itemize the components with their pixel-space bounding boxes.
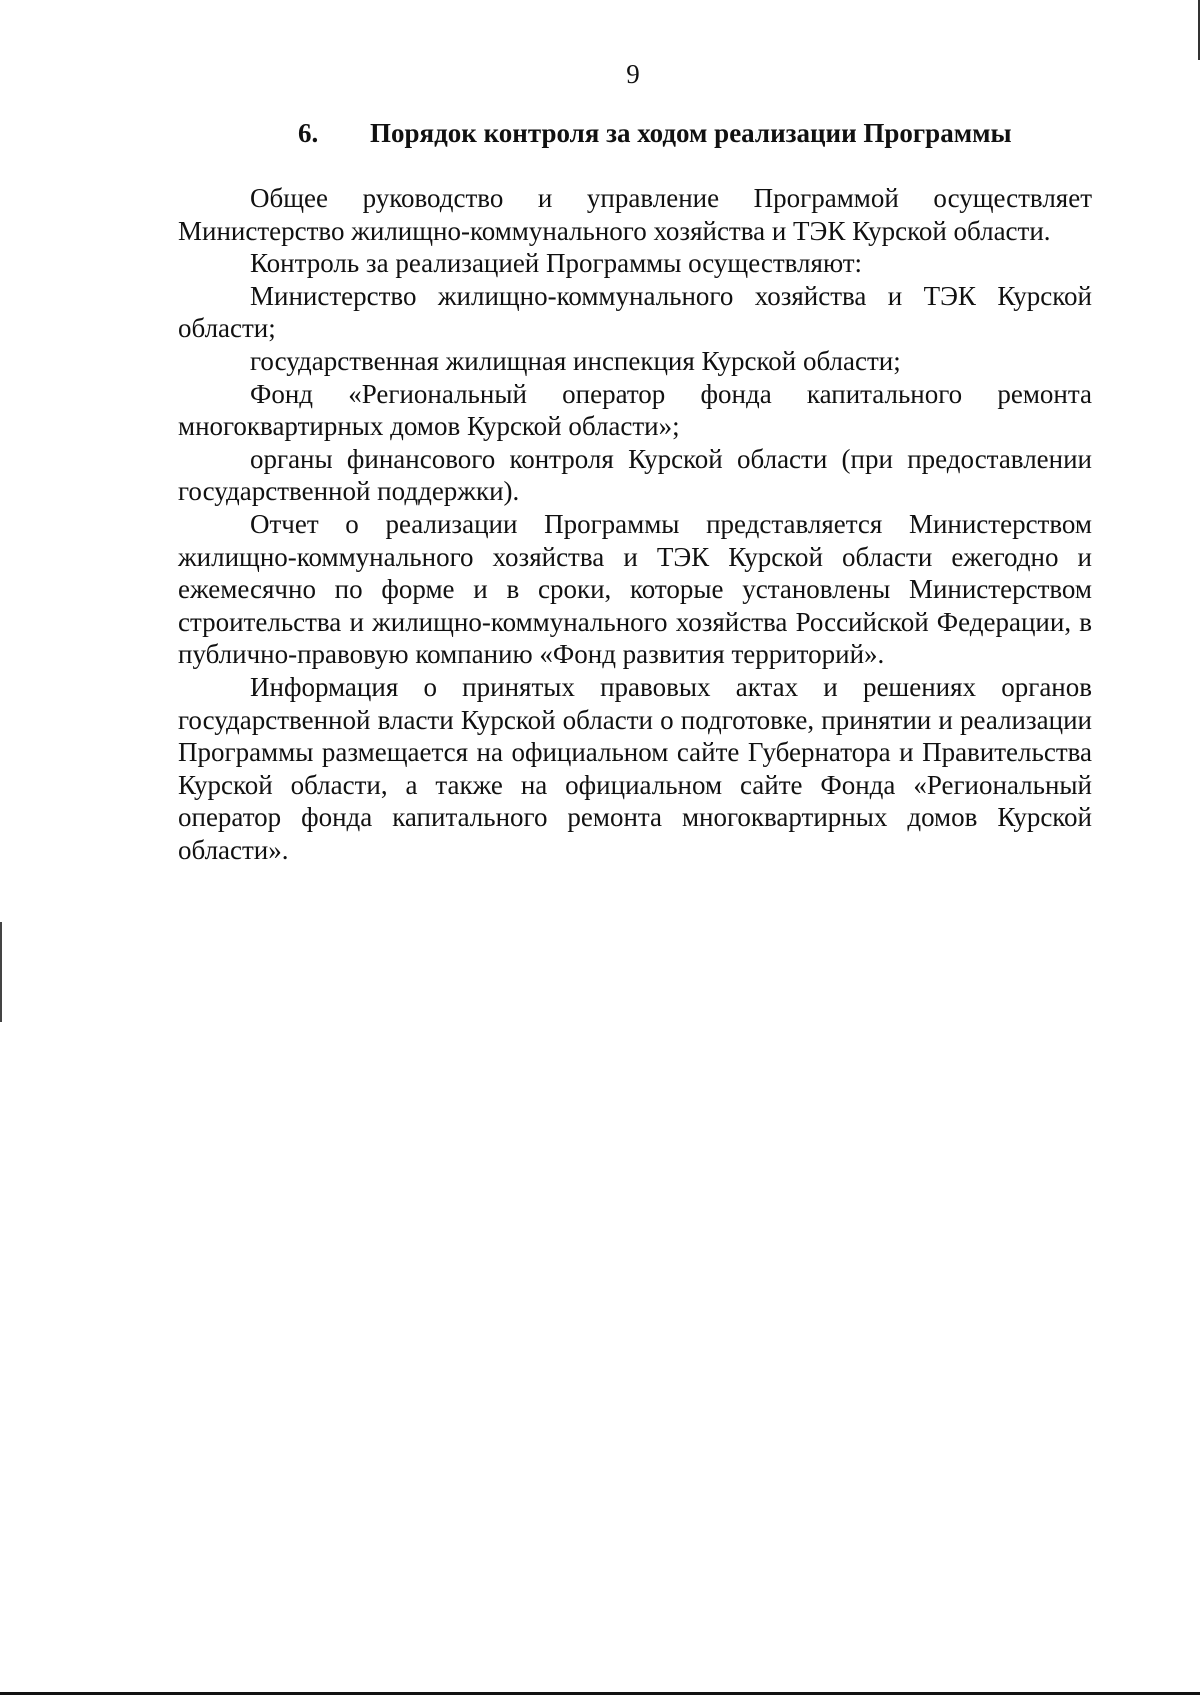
paragraph-control-inspection: государственная жилищная инспекция Курской области;: [250, 345, 901, 376]
document-body: [178, 182, 1092, 866]
paragraph-control-intro: Контроль за реализацией Программы осуществляют:: [250, 248, 863, 279]
bottom-scan-border: [0, 1692, 1200, 1695]
paragraph-control-ministry: Министерство жилищно-коммунального хозяйства и ТЭК Курской области;: [178, 280, 1092, 344]
section-heading: [298, 116, 1012, 150]
paragraph-report: Отчет о реализации Программы представляется Министерством жилищно-коммунального хозяйства и ТЭК Курской области ежегодно и ежемесячно по форме и в сроки, которые установлены Министерством строительства и жилищно-коммунального хозяйства Российской Федерации, в публично-правовую компанию «Фонд развития территорий».: [178, 508, 1092, 670]
scan-edge-mark-left: [0, 922, 2, 1022]
section-number: 6.: [298, 118, 319, 148]
paragraph-control-fund: Фонд «Региональный оператор фонда капитального ремонта многоквартирных домов Курской области»;: [178, 378, 1092, 442]
paragraph-control-finance: органы финансового контроля Курской области (при предоставлении государственной поддержки).: [178, 443, 1092, 507]
paragraph-information: Информация о принятых правовых актах и решениях органов государственной власти Курской области о подготовке, принятии и реализации Программы размещается на официальном сайте Губернатора и Правительства Курской области, а также на официальном сайте Фонда «Региональный оператор фонда капитального ремонта многоквартирных домов Курской области».: [178, 671, 1092, 865]
section-title: Порядок контроля за ходом реализации Программы: [370, 118, 1012, 148]
paragraph-general-management: Общее руководство и управление Программой осуществляет Министерство жилищно-коммунального хозяйства и ТЭК Курской области.: [178, 183, 1092, 246]
page-number: 9: [626, 59, 640, 89]
